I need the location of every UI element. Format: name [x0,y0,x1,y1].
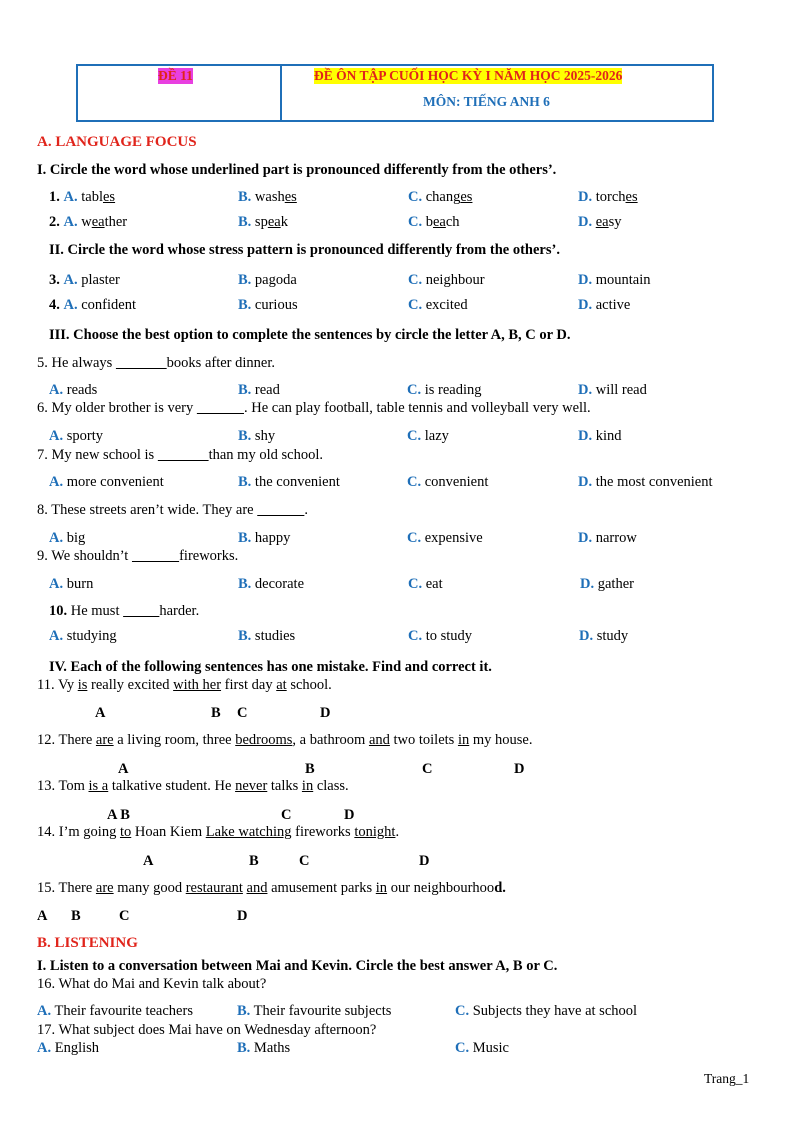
q5-option-a[interactable]: A. reads [49,382,98,398]
header-divider [280,66,282,120]
q15-letter-b[interactable]: B [71,908,81,924]
q14-letter-b[interactable]: B [249,853,259,869]
q4-option-d[interactable]: D. active [578,297,631,313]
q1-option-d[interactable]: D. torches [578,189,638,205]
q17-stem: 17. What subject does Mai have on Wednesday afternoon? [37,1022,377,1038]
q6-option-b[interactable]: B. shy [238,428,276,444]
section-a-title: A. LANGUAGE FOCUS [37,134,197,150]
q9-option-a[interactable]: A. burn [49,576,94,592]
q9-option-d[interactable]: D. gather [580,576,634,592]
q9-option-c[interactable]: C. eat [408,576,443,592]
q16-option-a[interactable]: A. Their favourite teachers [37,1003,193,1019]
q10-option-a[interactable]: A. studying [49,628,117,644]
q4-option-c[interactable]: C. excited [408,297,468,313]
q10-option-b[interactable]: B. studies [238,628,296,644]
q3-option-c[interactable]: C. neighbour [408,272,485,288]
q16-option-b[interactable]: B. Their favourite subjects [237,1003,392,1019]
q10-option-d[interactable]: D. study [579,628,629,644]
q15-letter-c[interactable]: C [119,908,130,924]
q3-option-b[interactable]: B. pagoda [238,272,297,288]
q13-letter-c[interactable]: C [281,807,292,823]
q8-option-d[interactable]: D. narrow [578,530,637,546]
q11-letter-c[interactable]: C [237,705,248,721]
q12-letter-a[interactable]: A [118,761,129,777]
q10-option-c[interactable]: C. to study [408,628,473,644]
q14-letter-c[interactable]: C [299,853,310,869]
q11-letter-b[interactable]: B [211,705,221,721]
page-number: Trang_1 [704,1071,750,1086]
exam-title: ĐỀ ÔN TẬP CUỐI HỌC KỲ I NĂM HỌC 2025-2026 [314,68,623,83]
q13-sentence: 13. Tom is a talkative student. He never talks in class. [37,778,349,794]
q14-letter-a[interactable]: A [143,853,154,869]
q17-option-b[interactable]: B. Maths [237,1040,291,1056]
q13-letter-d[interactable]: D [344,807,355,823]
q2-row: 2. A. weather [49,214,128,230]
exam-subject: MÔN: TIẾNG ANH 6 [423,94,550,109]
q7-option-c[interactable]: C. convenient [407,474,489,490]
q3-option-d[interactable]: D. mountain [578,272,651,288]
q1-option-b[interactable]: B. washes [238,189,297,205]
q17-option-c[interactable]: C. Music [455,1040,509,1056]
part3-instruction: III. Choose the best option to complete the sentences by circle the letter A, B, C or D. [49,327,571,343]
q6-stem: 6. My older brother is very . He can play football, table tennis and volleyball very well. [37,400,591,416]
q6-option-a[interactable]: A. sporty [49,428,103,444]
q7-option-a[interactable]: A. more convenient [49,474,164,490]
q3-option-a[interactable]: 3. A. plaster [49,272,120,288]
q8-option-a[interactable]: A. big [49,530,86,546]
q14-sentence: 14. I’m going to Hoan Kiem Lake watching fireworks tonight. [37,824,400,840]
q15-letter-d[interactable]: D [237,908,248,924]
q10-stem: 10. He must harder. [49,603,200,619]
q1-row: 1. A. tables [49,189,116,205]
q8-option-c[interactable]: C. expensive [407,530,483,546]
q5-option-d[interactable]: D. will read [578,382,647,398]
q12-sentence: 12. There are a living room, three bedrooms, a bathroom and two toilets in my house. [37,732,533,748]
q11-letter-d[interactable]: D [320,705,331,721]
section-b-title: B. LISTENING [37,935,138,951]
part4-instruction: IV. Each of the following sentences has one mistake. Find and correct it. [49,659,492,675]
q15-letter-a[interactable]: A [37,908,48,924]
q6-option-d[interactable]: D. kind [578,428,622,444]
part2-instruction: II. Circle the word whose stress pattern is pronounced differently from the others’. [49,242,560,258]
q2-option-b[interactable]: B. speak [238,214,288,230]
q14-letter-d[interactable]: D [419,853,430,869]
q4-option-a[interactable]: 4. A. confident [49,297,136,313]
q15-sentence: 15. There are many good restaurant and amusement parks in our neighbourhood. [37,880,506,896]
q5-option-c[interactable]: C. is reading [407,382,482,398]
listening-instruction: I. Listen to a conversation between Mai and Kevin. Circle the best answer A, B or C. [37,958,558,974]
part1-instruction: I. Circle the word whose underlined part is pronounced differently from the others’. [37,162,557,178]
q1-option-c[interactable]: C. changes [408,189,473,205]
q5-stem: 5. He always books after dinner. [37,355,275,371]
q8-stem: 8. These streets aren’t wide. They are . [37,502,308,518]
header-box [76,64,714,122]
q16-stem: 16. What do Mai and Kevin talk about? [37,976,267,992]
q12-letter-d[interactable]: D [514,761,525,777]
exam-code: ĐỀ 11 [158,68,193,83]
q6-option-c[interactable]: C. lazy [407,428,449,444]
q12-letter-b[interactable]: B [305,761,315,777]
q16-option-c[interactable]: C. Subjects they have at school [455,1003,638,1019]
q9-option-b[interactable]: B. decorate [238,576,305,592]
q7-stem: 7. My new school is than my old school. [37,447,323,463]
q8-option-b[interactable]: B. happy [238,530,291,546]
q7-option-d[interactable]: D. the most convenient [578,474,713,490]
q9-stem: 9. We shouldn’t fireworks. [37,548,239,564]
q12-letter-c[interactable]: C [422,761,433,777]
q13-letter-ab[interactable]: A B [107,807,130,823]
q2-option-c[interactable]: C. beach [408,214,460,230]
q11-sentence: 11. Vy is really excited with her first day at school. [37,677,332,693]
q5-option-b[interactable]: B. read [238,382,280,398]
q11-letter-a[interactable]: A [95,705,106,721]
q2-option-d[interactable]: D. easy [578,214,622,230]
q7-option-b[interactable]: B. the convenient [238,474,340,490]
q17-option-a[interactable]: A. English [37,1040,100,1056]
q4-option-b[interactable]: B. curious [238,297,298,313]
